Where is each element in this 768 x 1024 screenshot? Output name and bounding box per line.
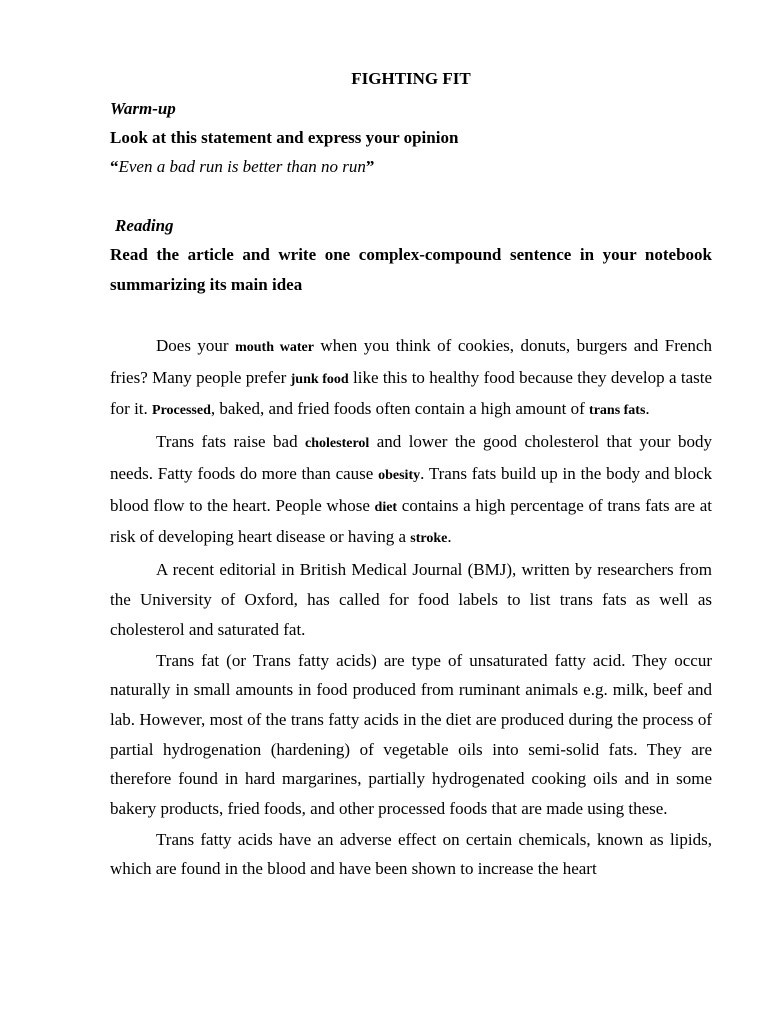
keyword: junk food <box>290 371 349 387</box>
keyword: obesity <box>378 467 421 483</box>
warmup-task: Look at this statement and express your opinion <box>110 128 459 147</box>
text-run: Trans fats raise bad <box>156 432 306 452</box>
warmup-heading: Warm-up <box>110 99 176 118</box>
document-page <box>110 0 712 1024</box>
quote-close-mark: ” <box>365 157 375 176</box>
keyword: Processed <box>152 403 211 419</box>
article-paragraph <box>110 331 712 426</box>
text-run: . Trans fats build up in the body and block blood flow to the heart. People whose <box>110 463 712 515</box>
article-paragraph <box>110 555 712 644</box>
article-paragraph <box>110 427 712 553</box>
article-paragraph <box>110 825 712 884</box>
text-run: Does your <box>156 336 236 355</box>
text-run: and lower the good cholesterol that your body needs. Fatty foods do more than cause <box>110 432 712 483</box>
reading-task: Read the article and write one complex-compound sentence in your notebook summarizing its main idea <box>110 245 712 294</box>
article-paragraph <box>110 646 712 824</box>
reading-heading: Reading <box>115 216 174 235</box>
article-body <box>110 331 712 886</box>
keyword: cholesterol <box>305 436 370 452</box>
quote-text: Even a bad run is better than no run <box>118 157 366 176</box>
text-run: . <box>645 399 650 419</box>
keyword: mouth water <box>235 340 314 355</box>
text-run: when you think of cookies, donuts, burgers and French fries? Many people prefer <box>110 336 712 387</box>
keyword: stroke <box>410 531 448 547</box>
quote-open-mark: “ <box>110 157 119 176</box>
page-title: FIGHTING FIT <box>351 69 471 88</box>
keyword: trans fats <box>589 403 646 419</box>
keyword: diet <box>374 499 398 515</box>
text-run: like this to healthy food because they develop a taste for it. <box>110 367 712 419</box>
text-run: A recent editorial in British Medical Journal (BMJ), written by researchers from the University of Oxford, has called for food labels to list trans fats as well as cholesterol and saturated fat. <box>110 560 712 639</box>
warmup-quote <box>110 156 374 178</box>
text-run: contains a high percentage of trans fats are at risk of developing heart disease or having a <box>110 495 712 547</box>
text-run: , baked, and fried foods often contain a high amount of <box>210 399 590 419</box>
text-run: Trans fat (or Trans fatty acids) are type of unsaturated fatty acid. They occur naturally in small amounts in food produced from ruminant animals e.g. milk, beef and lab. However, most of the trans fatty acids in the diet are produced during the process of partial hydrogenation (hardening) of vegetable oils into semi-solid fats. They are therefore found in hard margarines, partially hydrogenated cooking oils and in some bakery products, fried foods, and other processed foods that are made using these. <box>110 650 712 818</box>
text-run: . <box>447 527 452 547</box>
text-run: Trans fatty acids have an adverse effect on certain chemicals, known as lipids, which are found in the blood and have been shown to increase the heart <box>110 829 712 879</box>
